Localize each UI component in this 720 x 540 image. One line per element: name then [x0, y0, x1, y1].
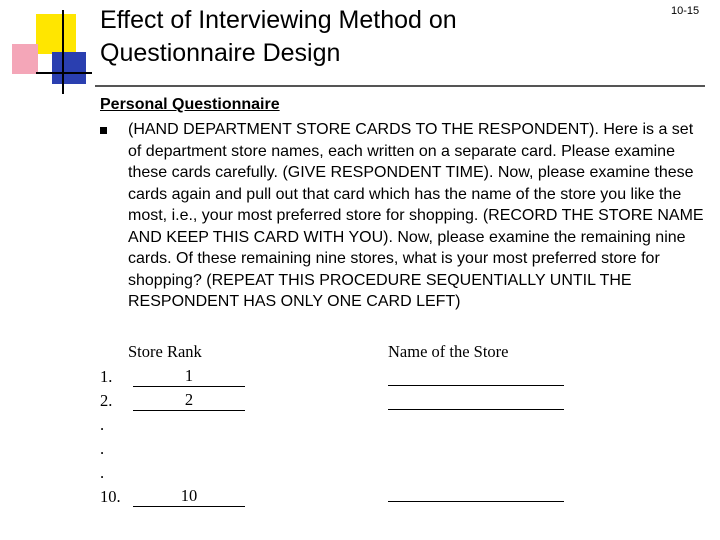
column-header-store-name: Name of the Store — [388, 342, 509, 361]
store-name-blank — [388, 501, 564, 502]
rank-blank: 2 — [133, 389, 245, 411]
slide-title — [100, 4, 570, 70]
title-divider — [95, 85, 705, 87]
rank-blank: 1 — [133, 365, 245, 387]
decor-pink-square — [12, 44, 38, 74]
instruction-paragraph: (HAND DEPARTMENT STORE CARDS TO THE RESPONDENT). Here is a set of department store names, each written on a separate card. Please examine these cards carefully. (GIVE RESPONDENT TIME). Now, please examine these cards again and pull out that card which has the name of the store you like the most, i.e., your most preferred store for shopping. (RECORD THE STORE NAME AND KEEP THIS CARD WITH YOU). Now, please examine the remaining nine cards. Of these remaining nine stores, what is your most preferred store for shopping? (REPEAT THIS PROCEDURE SEQUENTIALLY UNTIL THE RESPONDENT HAS ONLY ONE CARD LEFT) — [128, 121, 704, 310]
row-ellipsis: . — [100, 463, 105, 482]
store-name-blank — [388, 385, 564, 386]
decor-blue-square — [52, 52, 86, 84]
decor-yellow-square — [36, 14, 76, 54]
decor-horizontal-line — [36, 72, 92, 74]
title-line-1: Effect of Interviewing Method on — [100, 6, 457, 34]
decor-vertical-line — [62, 10, 64, 94]
section-heading: Personal Questionnaire — [100, 96, 280, 113]
title-line-2: Questionnaire Design — [100, 39, 341, 67]
row-ellipsis: . — [100, 439, 105, 458]
row-ellipsis: . — [100, 415, 105, 434]
row-number: 2. — [100, 391, 113, 410]
column-header-store-rank: Store Rank — [128, 342, 202, 361]
square-bullet-icon — [100, 127, 107, 134]
row-number: 1. — [100, 367, 113, 386]
slide-number: 10-15 — [671, 5, 700, 17]
store-name-blank — [388, 409, 564, 410]
rank-blank: 10 — [133, 485, 245, 507]
row-number: 10. — [100, 487, 121, 506]
